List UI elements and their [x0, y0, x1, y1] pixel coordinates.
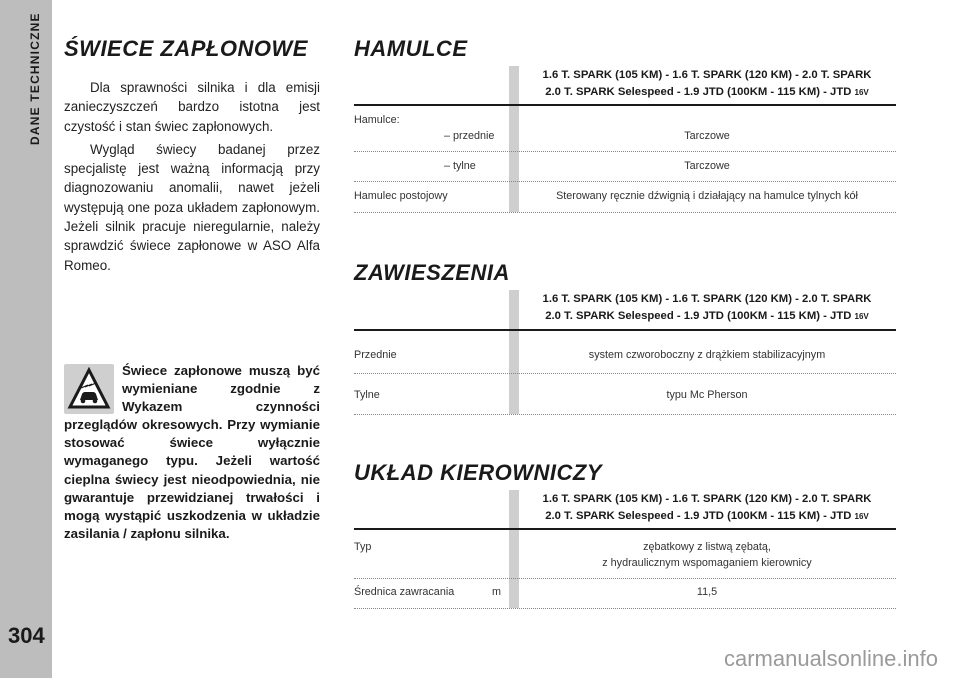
- brakes-heading: HAMULCE: [354, 36, 468, 61]
- model-header: [519, 291, 895, 325]
- paragraph-1: Dla sprawności silnika i dla emisji zanieczyszczeń bardzo istotna jest czystość i stan świec zapłonowych.: [64, 80, 320, 134]
- brakes-label: Hamulce:: [354, 114, 400, 126]
- parking-brake-value: Sterowany ręcznie dźwignią i działający na hamulce tylnych kół: [556, 190, 858, 202]
- row-divider: [354, 373, 896, 374]
- brakes-front-label: – przednie: [444, 130, 495, 142]
- row-divider: [354, 414, 896, 415]
- section-tab: [28, 12, 48, 312]
- spark-plugs-text: [64, 78, 320, 275]
- brakes-rear-value: Tarczowe: [684, 160, 730, 172]
- row-divider: [354, 151, 896, 152]
- row-divider: [354, 212, 896, 213]
- brakes-rear-label: – tylne: [444, 160, 476, 172]
- turning-circle-unit: m: [492, 586, 501, 598]
- rear-suspension-value: typu Mc Pherson: [666, 389, 748, 401]
- row-divider: [354, 578, 896, 579]
- warning-box: [64, 362, 320, 543]
- model-header-line2: 2.0 T. SPARK Selespeed - 1.9 JTD (100KM - 115 KM) - JTD: [545, 509, 852, 522]
- car-warning-icon: [64, 364, 114, 414]
- model-header-line1: 1.6 T. SPARK (105 KM) - 1.6 T. SPARK (120 KM) - 2.0 T. SPARK: [542, 493, 872, 505]
- page-number: 304: [8, 623, 45, 648]
- suspension-heading: ZAWIESZENIA: [354, 260, 510, 285]
- model-header: [519, 67, 895, 101]
- table-rule: [354, 329, 896, 331]
- row-divider: [354, 608, 896, 609]
- model-header-line1: 1.6 T. SPARK (105 KM) - 1.6 T. SPARK (120 KM) - 2.0 T. SPARK: [542, 69, 872, 81]
- section-tab-label: DANE TECHNICZNE: [28, 12, 42, 145]
- rear-suspension-label: Tylne: [354, 389, 380, 401]
- turning-circle-label: Średnica zawracania: [354, 586, 455, 598]
- model-header-line2: 2.0 T. SPARK Selespeed - 1.9 JTD (100KM - 115 KM) - JTD: [545, 85, 852, 98]
- front-suspension-value: system czworoboczny z drążkiem stabilizacyjnym: [588, 349, 826, 361]
- spark-plugs-heading: ŚWIECE ZAPŁONOWE: [64, 36, 308, 61]
- model-header-line1: 1.6 T. SPARK (105 KM) - 1.6 T. SPARK (120 KM) - 2.0 T. SPARK: [542, 293, 872, 305]
- steering-heading: UKŁAD KIEROWNICZY: [354, 460, 603, 485]
- column-divider: [509, 490, 519, 608]
- paragraph-2: Wygląd świecy badanej przez specjalistę jest ważną informacją przy diagnozowaniu anomalii, nawet jeżeli występują one poza układem zapłonowym. Jeżeli silnik pracuje nieregularnie, należy sprawdzić świece zapłonowe w ASO Alfa Romeo.: [64, 141, 320, 273]
- steering-type-value-1: zębatkowy z listwą zębatą,: [643, 541, 771, 553]
- row-divider: [354, 181, 896, 182]
- column-divider: [509, 66, 519, 212]
- model-header-line2: 2.0 T. SPARK Selespeed - 1.9 JTD (100KM - 115 KM) - JTD: [545, 309, 852, 322]
- model-header: [519, 491, 895, 525]
- turning-circle-value: 11,5: [696, 586, 718, 598]
- steering-type-value-2: z hydraulicznym wspomaganiem kierownicy: [602, 557, 812, 569]
- watermark: carmanualsonline.info: [723, 646, 938, 671]
- sidebar: [0, 0, 52, 678]
- table-rule: [354, 528, 896, 530]
- front-suspension-label: Przednie: [354, 349, 397, 361]
- steering-type-label: Typ: [354, 541, 372, 553]
- model-header-suffix: 16V: [854, 511, 869, 521]
- parking-brake-label: Hamulec postojowy: [354, 190, 448, 202]
- brakes-front-value: Tarczowe: [684, 130, 730, 142]
- model-header-suffix: 16V: [854, 87, 869, 97]
- model-header-suffix: 16V: [854, 311, 869, 321]
- column-divider: [509, 290, 519, 414]
- warning-text: Świece zapłonowe muszą być wymieniane zgodnie z Wykazem czynności przeglądów okresowych. Przy wymianie stosować świece wyłącznie wymaganego typu. Jeżeli wartość cieplna świecy jest nieodpowiednia, nie gwarantuje przewidzianej trwałości i mogą wystąpić uszkodzenia w układzie zasilania / zapłonu silnika.: [64, 363, 320, 541]
- table-rule: [354, 104, 896, 106]
